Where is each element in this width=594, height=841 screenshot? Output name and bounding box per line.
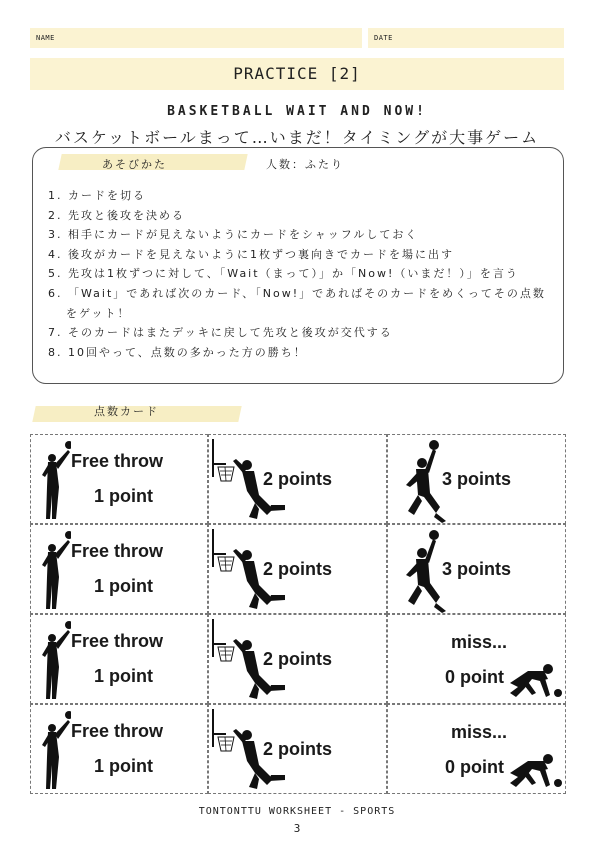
rule-item: 3. 相手にカードが見えないようにカードをシャッフルしておく [48,228,419,242]
name-label: NAME [36,34,55,42]
name-field[interactable] [30,28,362,48]
card-free-throw[interactable] [30,524,208,614]
subtitle-english: BASKETBALL WAIT AND NOW! [167,104,427,119]
rule-item: 1. カードを切る [48,189,146,202]
cards-grid [30,434,566,794]
card-jump[interactable] [387,434,566,524]
rule-item: 7. そのカードはまたデッキに戻して先攻と後攻が交代する [48,326,393,340]
card-points: 3 points [442,559,512,579]
players-label: 人数：ふたり [266,158,344,171]
card-miss[interactable] [387,704,566,794]
free-throw-player-icon [35,619,71,701]
card-free-throw[interactable] [30,434,208,524]
card-points: 0 point [445,757,504,777]
free-throw-player-icon [35,709,71,791]
date-label: DATE [374,34,393,42]
date-field[interactable] [368,28,564,48]
card-dunk[interactable] [208,614,387,704]
card-points: 3 points [442,469,512,489]
rule-item: 6. 「Wait」であれば次のカード、「Now!」であればそのカードをめくってその点数をゲット！ [48,286,546,320]
card-title: Free throw [71,541,164,561]
cards-section-label: 点数カード [94,405,159,418]
how-to-play-label: あそびかた [102,158,167,171]
rule-item: 5. 先攻は1枚ずつに対して、「Wait（まって）」か「Now!（いまだ！）」を言う [48,267,519,281]
card-points: 2 points [263,469,333,489]
card-points: 1 point [94,576,153,596]
sprinter-start-icon [506,749,564,791]
card-points: 1 point [94,666,153,686]
card-title: Free throw [71,631,164,651]
card-dunk[interactable] [208,704,387,794]
rule-item: 8. 10回やって、点数の多かった方の勝ち！ [48,345,307,359]
card-jump[interactable] [387,524,566,614]
card-free-throw[interactable] [30,704,208,794]
card-points: 1 point [94,486,153,506]
card-points: 1 point [94,756,153,776]
footer-text: TONTONTTU WORKSHEET - SPORTS [198,806,396,817]
card-points: 0 point [445,667,504,687]
rule-item: 2. 先攻と後攻を決める [48,208,185,222]
card-dunk[interactable] [208,434,387,524]
rules-list [48,186,553,362]
card-title: miss... [451,722,508,742]
card-dunk[interactable] [208,524,387,614]
page-number: 3 [293,822,301,835]
card-points: 2 points [263,739,333,759]
card-miss[interactable] [387,614,566,704]
page-title: PRACTICE [2] [233,64,361,83]
card-title: Free throw [71,721,164,741]
free-throw-player-icon [35,439,71,521]
title-banner [30,58,564,90]
card-free-throw[interactable] [30,614,208,704]
sprinter-start-icon [506,659,564,701]
subtitle-japanese: バスケットボールまって…いまだ！タイミングが大事ゲーム [54,128,540,147]
card-points: 2 points [263,559,333,579]
card-title: miss... [451,632,508,652]
card-title: Free throw [71,451,164,471]
free-throw-player-icon [35,529,71,611]
rule-item: 4. 後攻がカードを見えないように1枚ずつ裏向きでカードを場に出す [48,247,454,261]
card-points: 2 points [263,649,333,669]
